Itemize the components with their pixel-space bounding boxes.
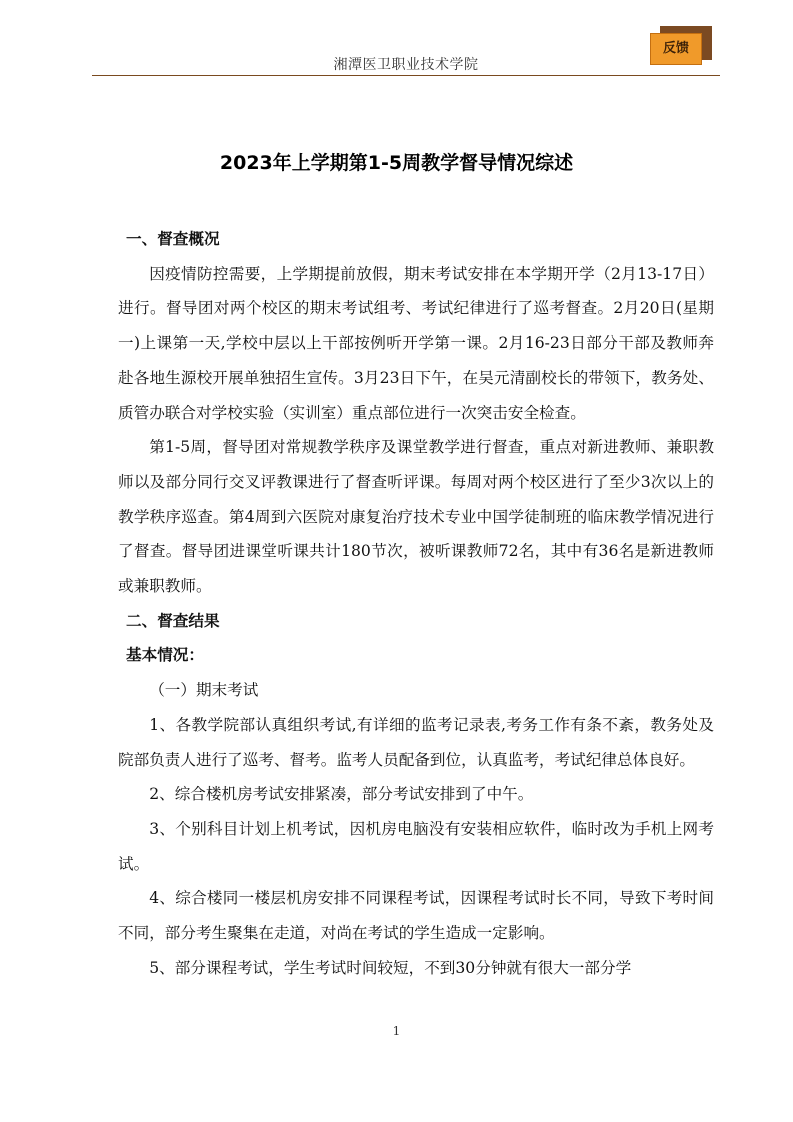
logo-label: 反馈 bbox=[650, 33, 702, 65]
list-item-2: 2、综合楼机房考试安排紧凑，部分考试安排到了中午。 bbox=[149, 785, 534, 804]
list-item-3: 3、个别科目计划上机考试，因机房电脑没有安装相应软件，临时改为手机上网考试。 bbox=[118, 819, 714, 873]
paragraph-overview-1: 因疫情防控需要，上学期提前放假，期末考试安排在本学期开学（2月13-17日）进行。督导团对两个校区的期末考试组考、考试纪律进行了巡考督查。2月20日(星期一)上课第一天,学校中层以上干部按例听开学第一课。2月16-23日部分干部及教师奔赴各地生源校开展单独招生宣传。3月23日下午，在吴元清副校长的带领下，教务处、质管办联合对学校实验（实训室）重点部位进行一次突击安全检查。 bbox=[118, 264, 714, 422]
document-title: 2023年上学期第1-5周教学督导情况综述 bbox=[219, 152, 574, 174]
header-rule bbox=[92, 75, 720, 76]
list-item-4: 4、综合楼同一楼层机房安排不同课程考试，因课程考试时长不同，导致下考时间不同，部分考生聚集在走道，对尚在考试的学生造成一定影响。 bbox=[118, 889, 714, 943]
item-final-exam: （一）期末考试 bbox=[149, 681, 259, 700]
list-item-5: 5、部分课程考试，学生考试时间较短，不到30分钟就有很大一部分学 bbox=[149, 958, 632, 977]
feedback-logo bbox=[650, 26, 712, 66]
page-header bbox=[92, 0, 720, 80]
subheading-basic: 基本情况： bbox=[126, 646, 204, 665]
page-number: 1 bbox=[392, 1024, 401, 1038]
section-heading-results: 二、督查结果 bbox=[126, 611, 220, 630]
list-item-1: 1、各教学院部认真组织考试,有详细的监考记录表,考务工作有条不紊，教务处及院部负责人进行了巡考、督考。监考人员配备到位，认真监考，考试纪律总体良好。 bbox=[118, 715, 714, 769]
paragraph-overview-2: 第1-5周，督导团对常规教学秩序及课堂教学进行督查，重点对新进教师、兼职教师以及部分同行交叉评教课进行了督查听评课。每周对两个校区进行了至少3次以上的教学秩序巡查。第4周到六医院对康复治疗技术专业中国学徒制班的临床教学情况进行了督查。督导团进课堂听课共计180节次，被听课教师72名，其中有36名是新进教师或兼职教师。 bbox=[118, 438, 714, 596]
header-institution-name: 湘潭医卫职业技术学院 bbox=[333, 57, 479, 73]
section-heading-overview: 一、督查概况 bbox=[126, 230, 220, 248]
document-body bbox=[118, 222, 714, 985]
